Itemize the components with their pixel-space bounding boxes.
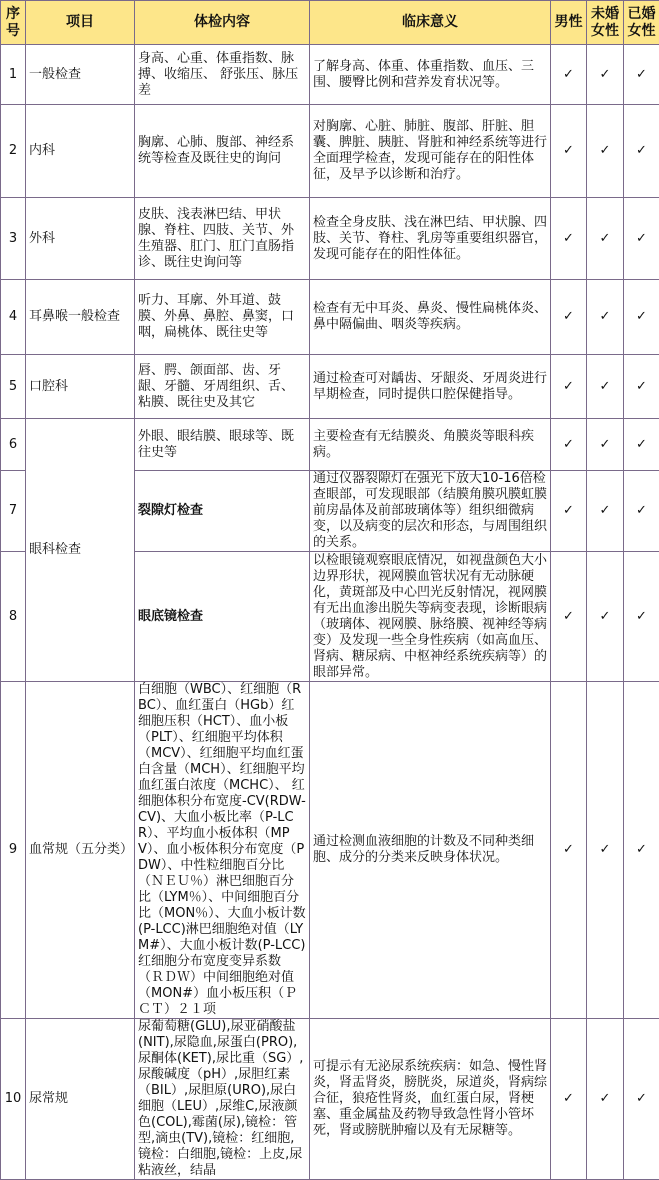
table-row — [1, 682, 659, 1019]
check-mark-icon: ✓ — [551, 682, 587, 1019]
check-mark-icon: ✓ — [624, 471, 659, 552]
check-mark-icon: ✓ — [624, 198, 659, 280]
check-mark-icon: ✓ — [551, 1019, 587, 1180]
row-content: 尿葡萄糖(GLU),尿亚硝酸盐(NIT),尿隐血,尿蛋白(PRO),尿酮体(KET),尿比重（SG）,尿酸碱度（pH）,尿胆红素（BIL）,尿胆原(URO),尿白细胞（LEU）,尿维C,尿液颜色(COL),霉菌(尿),镜检：管型,滴虫(TV),镜检：红细胞,镜检：白细胞,镜检：上皮,尿粘液丝，结晶 — [135, 1019, 310, 1180]
check-mark-icon: ✓ — [624, 1019, 659, 1180]
row-item: 外科 — [26, 198, 135, 280]
check-mark-icon: ✓ — [624, 105, 659, 198]
check-mark-icon: ✓ — [587, 471, 624, 552]
row-item: 口腔科 — [26, 355, 135, 419]
check-mark-icon: ✓ — [587, 105, 624, 198]
table-row — [1, 45, 659, 105]
row-meaning: 检查有无中耳炎、鼻炎、慢性扁桃体炎、鼻中隔偏曲、咽炎等疾病。 — [310, 280, 551, 355]
row-meaning: 了解身高、体重、体重指数、血压、三围、腰臀比例和营养发育状况等。 — [310, 45, 551, 105]
row-num: 4 — [1, 280, 26, 355]
row-content: 身高、心重、体重指数、脉搏、收缩压、 舒张压、脉压差 — [135, 45, 310, 105]
table-row — [1, 105, 659, 198]
check-mark-icon: ✓ — [551, 355, 587, 419]
row-meaning: 可提示有无泌尿系统疾病：如急、慢性肾炎，肾盂肾炎，膀胱炎，尿道炎，肾病综合征，狼疮性肾炎，血红蛋白尿，肾梗塞、重金属盐及药物导致急性肾小管坏死，肾或膀胱肿瘤以及有无尿糖等。 — [310, 1019, 551, 1180]
check-mark-icon: ✓ — [551, 198, 587, 280]
check-mark-icon: ✓ — [587, 1019, 624, 1180]
check-mark-icon: ✓ — [624, 682, 659, 1019]
check-mark-icon: ✓ — [551, 45, 587, 105]
row-item: 一般检查 — [26, 45, 135, 105]
check-mark-icon: ✓ — [587, 682, 624, 1019]
check-mark-icon: ✓ — [551, 471, 587, 552]
row-content: 裂隙灯检查 — [135, 471, 310, 552]
row-item: 耳鼻喉一般检查 — [26, 280, 135, 355]
row-num: 7 — [1, 471, 26, 552]
check-mark-icon: ✓ — [551, 419, 587, 471]
row-num: 9 — [1, 682, 26, 1019]
check-mark-icon: ✓ — [587, 355, 624, 419]
header-num: 序号 — [1, 1, 26, 45]
header-male: 男性 — [551, 1, 587, 45]
row-num: 3 — [1, 198, 26, 280]
header-content: 体检内容 — [135, 1, 310, 45]
check-mark-icon: ✓ — [587, 280, 624, 355]
check-mark-icon: ✓ — [624, 280, 659, 355]
row-content: 外眼、眼结膜、眼球等、既往史等 — [135, 419, 310, 471]
row-meaning: 通过检查可对龋齿、牙龈炎、牙周炎进行早期检查，同时提供口腔保健指导。 — [310, 355, 551, 419]
row-num: 8 — [1, 552, 26, 682]
row-num: 5 — [1, 355, 26, 419]
check-mark-icon: ✓ — [587, 552, 624, 682]
row-item: 眼科检查 — [26, 419, 135, 682]
table-row — [1, 1019, 659, 1180]
header-item: 项目 — [26, 1, 135, 45]
check-mark-icon: ✓ — [624, 45, 659, 105]
row-content: 眼底镜检查 — [135, 552, 310, 682]
row-meaning: 主要检查有无结膜炎、角膜炎等眼科疾病。 — [310, 419, 551, 471]
check-mark-icon: ✓ — [587, 419, 624, 471]
header-row — [1, 1, 659, 45]
row-meaning: 以检眼镜观察眼底情况，如视盘颜色大小边界形状，视网膜血管状况有无动脉硬化，黄斑部及中心凹光反射情况，视网膜有无出血渗出脱失等病变表现，诊断眼病 （玻璃体、视网膜、脉络膜、视神经等病变）及发现一些全身性疾病（如高血压、肾病、糖尿病、中枢神经系统疾病等）的眼部异常。 — [310, 552, 551, 682]
check-mark-icon: ✓ — [587, 198, 624, 280]
check-mark-icon: ✓ — [551, 552, 587, 682]
row-num: 6 — [1, 419, 26, 471]
check-mark-icon: ✓ — [624, 355, 659, 419]
header-married-female: 已婚女性 — [624, 1, 659, 45]
row-content: 皮肤、浅表淋巴结、甲状腺、脊柱、四肢、关节、外生殖器、肛门、肛门直肠指诊、既往史询问等 — [135, 198, 310, 280]
row-num: 10 — [1, 1019, 26, 1180]
row-meaning: 通过检测血液细胞的计数及不同种类细胞、成分的分类来反映身体状况。 — [310, 682, 551, 1019]
row-item: 血常规（五分类） — [26, 682, 135, 1019]
row-content: 胸廓、心肺、腹部、神经系统等检查及既往史的询问 — [135, 105, 310, 198]
row-content: 唇、腭、颌面部、齿、牙龈、牙髓、牙周组织、舌、粘膜、既往史及其它 — [135, 355, 310, 419]
check-mark-icon: ✓ — [624, 419, 659, 471]
table-row — [1, 355, 659, 419]
check-mark-icon: ✓ — [551, 105, 587, 198]
row-meaning: 检查全身皮肤、浅在淋巴结、甲状腺、四肢、关节、脊柱、乳房等重要组织器官，发现可能存在的阳性体征。 — [310, 198, 551, 280]
check-mark-icon: ✓ — [587, 45, 624, 105]
row-num: 1 — [1, 45, 26, 105]
check-mark-icon: ✓ — [624, 552, 659, 682]
row-item: 内科 — [26, 105, 135, 198]
check-mark-icon: ✓ — [551, 280, 587, 355]
row-item: 尿常规 — [26, 1019, 135, 1180]
table-row — [1, 198, 659, 280]
header-meaning: 临床意义 — [310, 1, 551, 45]
row-content: 听力、耳廓、外耳道、鼓膜、外鼻、鼻腔、鼻窦，口咽，扁桃体、既往史等 — [135, 280, 310, 355]
table-row — [1, 419, 659, 471]
table-row — [1, 280, 659, 355]
row-num: 2 — [1, 105, 26, 198]
header-unmarried-female: 未婚女性 — [587, 1, 624, 45]
row-content: 白细胞（WBC）、红细胞（RBC）、血红蛋白（HGb）红细胞压积（HCT）、血小板（PLT）、红细胞平均体积（MCV）、红细胞平均血红蛋白含量（MCH）、红细胞平均血红蛋白浓度（MCHC）、 红细胞体积分布宽度-CV(RDW-CV)、大血小板比率（P-LCR）、平均血小板体积（MPV）、血小板体积分布宽度（PDW）、中性粒细胞百分比（ＮＥＵ％）淋巴细胞百分比（LYM％）、中间细胞百分比（MON％）、大血小板计数(P-LCC)淋巴细胞绝对值（LYM#）、大血小板计数(P-LCC)红细胞分布宽度变异系数（ＲＤＷ）中间细胞绝对值（MON#）血小板压积（ＰＣＴ）２１项 — [135, 682, 310, 1019]
row-meaning: 对胸廓、心脏、肺脏、腹部、肝脏、胆囊、脾脏、胰脏、肾脏和神经系统等进行全面理学检查，发现可能存在的阳性体征，及早予以诊断和治疗。 — [310, 105, 551, 198]
row-meaning: 通过仪器裂隙灯在强光下放大10-16倍检查眼部，可发现眼部（结膜角膜巩膜虹膜前房晶体及前部玻璃体等）组织细微病变，以及病变的层次和形态，与周围组织的关系。 — [310, 471, 551, 552]
